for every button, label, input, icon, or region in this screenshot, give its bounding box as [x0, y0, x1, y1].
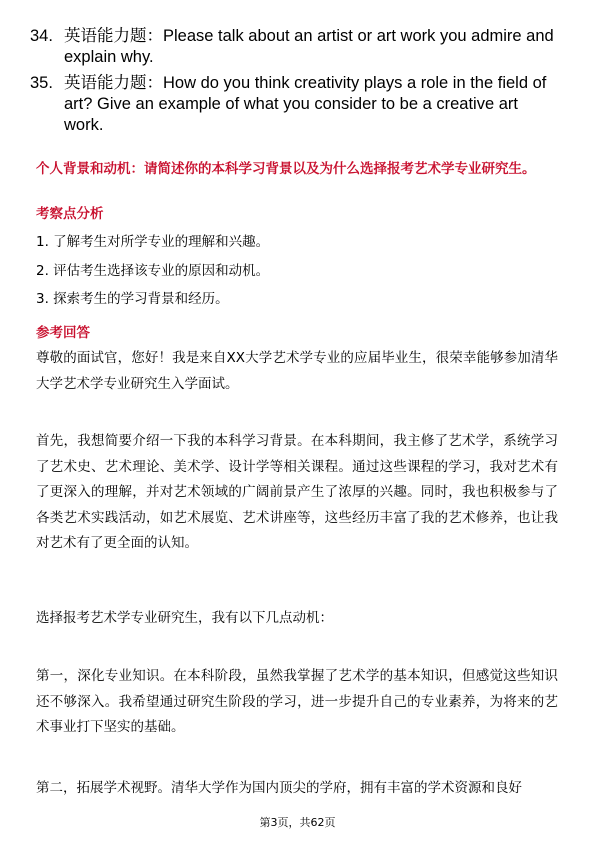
- answer-paragraph: 尊敬的面试官，您好！我是来自XX大学艺术学专业的应届毕业生，很荣幸能够参加清华大学艺术学专业研究生入学面试。: [36, 350, 558, 392]
- answer-paragraph: 第一，深化专业知识。在本科阶段，虽然我掌握了艺术学的基本知识，但感觉这些知识还不够深入。我希望通过研究生阶段的学习，进一步提升自己的专业素养，为将来的艺术事业打下坚实的基础。: [36, 668, 558, 735]
- analysis-point: 3. 探索考生的学习背景和经历。: [36, 291, 229, 307]
- page-footer: 第3页，共62页: [259, 816, 336, 829]
- analysis-point: 2. 评估考生选择该专业的原因和动机。: [36, 263, 270, 279]
- question-text: 英语能力题：Please talk about an artist or art work you admire and explain why.: [64, 27, 554, 66]
- answer-paragraph: 首先，我想简要介绍一下我的本科学习背景。在本科期间，我主修了艺术学，系统学习了艺术史、艺术理论、美术学、设计学等相关课程。通过这些课程的学习，我对艺术有了更深入的理解，并对艺术领域的广阔前景产生了浓厚的兴趣。同时，我也积极参与了各类艺术实践活动，如艺术展览、艺术讲座等，这些经历丰富了我的艺术修养，也让我对艺术有了更全面的认知。: [36, 433, 558, 551]
- answer-paragraph: 第二，拓展学术视野。清华大学作为国内顶尖的学府，拥有丰富的学术资源和良好: [36, 780, 522, 796]
- question-list: [30, 26, 560, 141]
- section-heading: 个人背景和动机：请简述你的本科学习背景以及为什么选择报考艺术学专业研究生。: [36, 161, 536, 177]
- question-34: [30, 26, 560, 68]
- question-number: 34.: [30, 27, 53, 45]
- analysis-heading: 考察点分析: [36, 206, 104, 222]
- question-35: [30, 73, 560, 136]
- answer-paragraph: 选择报考艺术学专业研究生，我有以下几点动机：: [36, 610, 333, 626]
- question-text: 英语能力题：How do you think creativity plays a role in the field of art? Give an example of what you consider to be a creative art work.: [64, 74, 547, 134]
- answer-heading: 参考回答: [36, 325, 90, 341]
- analysis-point: 1. 了解考生对所学专业的理解和兴趣。: [36, 234, 270, 250]
- question-number: 35.: [30, 74, 53, 92]
